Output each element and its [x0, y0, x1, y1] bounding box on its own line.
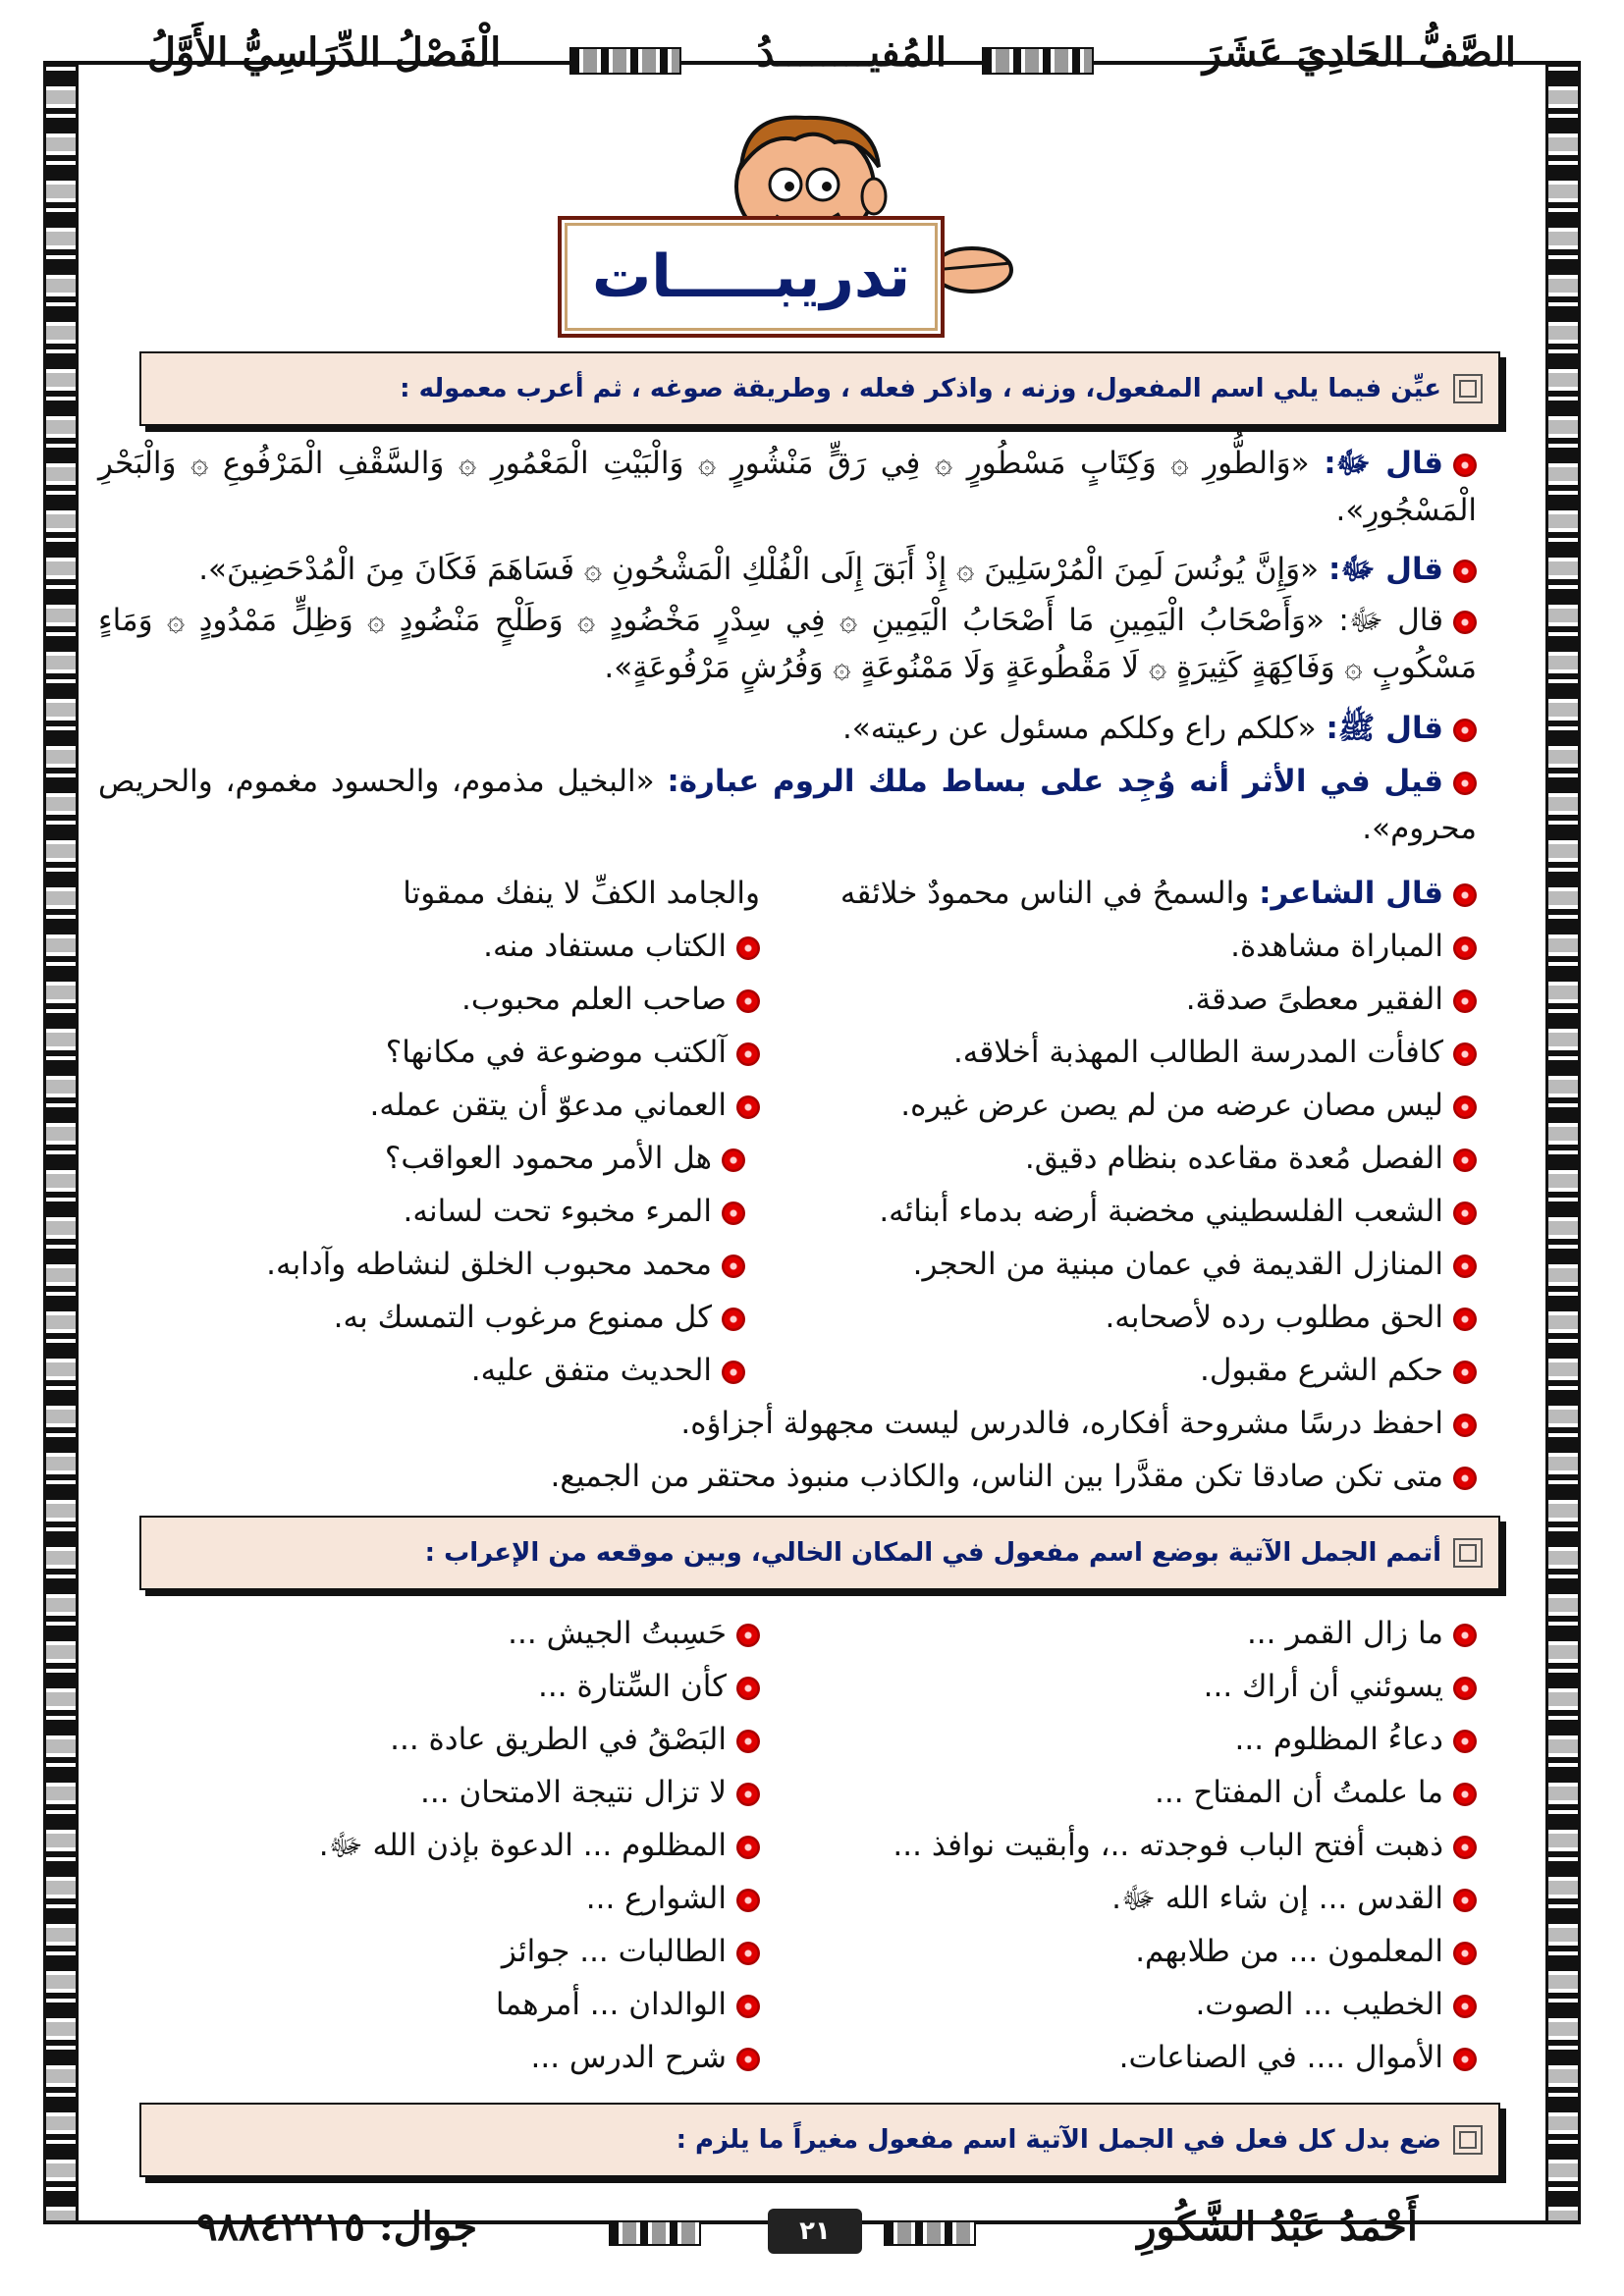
bullet-icon	[1453, 1995, 1477, 2018]
bullet-icon	[722, 1201, 745, 1225]
bullet-icon	[736, 1889, 760, 1912]
bullet-icon	[736, 1677, 760, 1700]
section-instruction-2	[139, 1516, 1500, 1590]
bullet-icon	[1453, 1148, 1477, 1172]
bullet-icon	[736, 1042, 760, 1066]
bullet-icon	[736, 1624, 760, 1647]
frame-left-border	[43, 61, 79, 2220]
list-item: ذهبت أفتح الباب فوجدته ..، وأبقيت نوافذ ...	[893, 1822, 1477, 1869]
bullet-icon	[1453, 1889, 1477, 1912]
list-item: البَصْقُ في الطريق عادة ...	[390, 1716, 760, 1763]
bullet-icon	[1453, 1308, 1477, 1331]
list-item: آلكتب موضوعة في مكانها؟	[386, 1029, 760, 1076]
list-item: الشعب الفلسطيني مخضبة أرضه بدماء أبنائه.	[879, 1188, 1477, 1235]
list-item: حَسِبتُ الجيش ...	[508, 1610, 760, 1657]
bullet-icon	[722, 1255, 745, 1278]
page-number: ٢١	[768, 2209, 862, 2254]
document-icon	[1453, 1538, 1483, 1568]
list-item: متى تكن صادقا تكن مقدَّرا بين الناس، والكاذب منبوذ محتقر من الجميع.	[550, 1453, 1477, 1500]
quran-line-3: قال ﷻ: «وَأَصْحَابُ الْيَمِينِ مَا أَصْحَابُ الْيَمِينِ ۞ فِي سِدْرٍ مَخْضُودٍ ۞ وَطَلْحٍ مَنْضُودٍ ۞ وَظِلٍّ مَمْدُودٍ ۞ وَمَاءٍ مَسْكُوبٍ ۞ وَفَاكِهَةٍ كَثِيرَةٍ ۞ لَا مَقْطُوعَةٍ وَلَا مَمْنُوعَةٍ ۞ وَفُرُشٍ مَرْفُوعَةٍ».	[98, 603, 1477, 685]
bullet-icon	[1453, 883, 1477, 907]
footer-ornament	[884, 2220, 976, 2246]
bullet-icon	[1453, 989, 1477, 1013]
section-instruction-1-text: عيِّن فيما يلي اسم المفعول، وزنه ، واذكر فعله ، وطريقة صوغه ، ثم أعرب معموله :	[400, 374, 1441, 403]
bullet-icon	[1453, 611, 1477, 634]
bullet-icon	[1453, 1624, 1477, 1647]
list-item: حكم الشرع مقبول.	[1200, 1347, 1477, 1394]
poet-verse-2: والجامد الكفِّ لا ينفك ممقوتا	[403, 876, 760, 911]
bullet-icon	[736, 1942, 760, 1965]
bullet-icon	[722, 1148, 745, 1172]
list-item: الحديث متفق عليه.	[471, 1347, 745, 1394]
list-item: المنازل القديمة في عمان مبنية من الحجر.	[913, 1241, 1477, 1288]
list-item: كافأت المدرسة الطالب المهذبة أخلاقه.	[953, 1029, 1477, 1076]
document-icon	[1453, 374, 1483, 403]
header-ornament	[982, 47, 1094, 75]
list-item: المرء مخبوء تحت لسانه.	[403, 1188, 745, 1235]
bullet-icon	[1453, 2048, 1477, 2071]
list-item: احفظ درسًا مشروحة أفكاره، فالدرس ليست مجهولة أجزاؤه.	[680, 1400, 1477, 1447]
bullet-icon	[1453, 1042, 1477, 1066]
athar-line: قيل في الأثر أنه وُجِد على بساط ملك الروم عبارة: «البخيل مذموم، والحسود مغموم، والحريص محروم».	[98, 764, 1477, 846]
list-item: الطالبات ... جوائز	[502, 1928, 760, 1975]
list-item: محمد محبوب الخلق لنشاطه وآدابه.	[266, 1241, 745, 1288]
bullet-icon	[1453, 1361, 1477, 1384]
bullet-icon	[736, 1995, 760, 2018]
bullet-icon	[1453, 1730, 1477, 1753]
bullet-icon	[1453, 719, 1477, 742]
footer-author: أَحْمَدُ عَبْدُ الشَّكُورِ	[1137, 2204, 1418, 2250]
quran-line-2: قال ﷻ: «وَإِنَّ يُونُسَ لَمِنَ الْمُرْسَلِينَ ۞ إِذْ أَبَقَ إِلَى الْفُلْكِ الْمَشْحُونِ ۞ فَسَاهَمَ فَكَانَ مِنَ الْمُدْحَضِينَ».	[198, 546, 1477, 593]
list-item: شرح الدرس ...	[530, 2034, 760, 2081]
list-item: ليس مصان عرضه من لم يصن عرض غيره.	[900, 1082, 1477, 1129]
bullet-icon	[722, 1361, 745, 1384]
list-item: الحق مطلوب رده لأصحابه.	[1105, 1294, 1477, 1341]
bullet-icon	[1453, 1201, 1477, 1225]
bullet-icon	[736, 1730, 760, 1753]
footer-phone-label: جوال:	[378, 2204, 478, 2250]
list-item: هل الأمر محمود العواقب؟	[385, 1135, 745, 1182]
bullet-icon	[736, 936, 760, 960]
bullet-icon	[736, 1095, 760, 1119]
list-item: الوالدان ... أمرهما	[496, 1981, 760, 2028]
bullet-icon	[1453, 1836, 1477, 1859]
list-item: كأن السِّتارة ...	[538, 1663, 760, 1710]
document-icon	[1453, 2125, 1483, 2155]
bullet-icon	[736, 1783, 760, 1806]
footer-phone	[196, 2204, 477, 2259]
footer-ornament	[609, 2220, 701, 2246]
list-item: دعاءُ المظلوم ...	[1235, 1716, 1477, 1763]
list-item: المظلوم ... الدعوة بإذن الله ﷻ.	[319, 1822, 760, 1869]
section-instruction-3-text: ضع بدل كل فعل في الجمل الآتية اسم مفعول مغيراً ما يلزم :	[676, 2125, 1441, 2155]
header-book-title: المُفيــــــــدُ	[756, 29, 947, 76]
quran-line-1: قال ﷻ: «وَالطُّورِ ۞ وَكِتَابٍ مَسْطُورٍ ۞ فِي رَقٍّ مَنْشُورٍ ۞ وَالْبَيْتِ الْمَعْمُورِ ۞ وَالسَّقْفِ الْمَرْفُوعِ ۞ وَالْبَحْرِ الْمَسْجُورِ».	[98, 446, 1477, 528]
poet-line: قال الشاعر: والسمحُ في الناس محمودٌ خلائقه	[840, 870, 1477, 917]
frame-right-border	[1545, 61, 1581, 2220]
list-item: الكتاب مستفاد منه.	[483, 923, 760, 970]
exercises-title: تدريبـــــات	[558, 216, 945, 338]
bullet-icon	[1453, 936, 1477, 960]
header-grade: الصَّفُّ الحَادِيَ عَشَرَ	[1202, 29, 1516, 76]
list-item: كل ممنوع مرغوب التمسك به.	[334, 1294, 745, 1341]
list-item: يسوئني أن أراك ...	[1204, 1663, 1477, 1710]
list-item: القدس ... إن شاء الله ﷻ.	[1111, 1875, 1477, 1922]
list-item: الفقير معطىً صدقة.	[1186, 976, 1477, 1023]
list-item: لا تزال نتيجة الامتحان ...	[420, 1769, 760, 1816]
header-term: الْفَصْلُ الدِّرَاسِيُّ الأَوَّلُ	[147, 29, 502, 76]
bullet-icon	[736, 989, 760, 1013]
header-ornament	[569, 47, 681, 75]
list-item: العماني مدعوّ أن يتقن عمله.	[370, 1082, 760, 1129]
bullet-icon	[1453, 772, 1477, 795]
bullet-icon	[1453, 1783, 1477, 1806]
list-item: المعلمون ... من طلابهم.	[1135, 1928, 1477, 1975]
list-item: ما زال القمر ...	[1247, 1610, 1477, 1657]
list-item: صاحب العلم محبوب.	[461, 976, 760, 1023]
bullet-icon	[1453, 1677, 1477, 1700]
section-instruction-2-text: أتمم الجمل الآتية بوضع اسم مفعول في المكان الخالي، وبين موقعه من الإعراب :	[424, 1538, 1441, 1568]
bullet-icon	[736, 1836, 760, 1859]
bullet-icon	[722, 1308, 745, 1331]
list-item: الفصل مُعدة مقاعده بنظام دقيق.	[1025, 1135, 1477, 1182]
list-item: ما علمتُ أن المفتاح ...	[1155, 1769, 1477, 1816]
bullet-icon	[1453, 1942, 1477, 1965]
bullet-icon	[736, 2048, 760, 2071]
bullet-icon	[1453, 560, 1477, 583]
bullet-icon	[1453, 1414, 1477, 1437]
list-item: الشوارع ...	[586, 1875, 760, 1922]
hadith-line: قال ﷺ: «كلكم راع وكلكم مسئول عن رعيته».	[842, 705, 1477, 752]
bullet-icon	[1453, 454, 1477, 477]
bullet-icon	[1453, 1255, 1477, 1278]
section-instruction-1	[139, 351, 1500, 426]
list-item: الخطيب ... الصوت.	[1195, 1981, 1477, 2028]
list-item: الأموال .... في الصناعات.	[1119, 2034, 1477, 2081]
bullet-icon	[1453, 1467, 1477, 1490]
section-instruction-3	[139, 2103, 1500, 2177]
bullet-icon	[1453, 1095, 1477, 1119]
footer-phone-number: ٩٨٨٤٢٢١٥	[196, 2204, 365, 2250]
list-item: المباراة مشاهدة.	[1230, 923, 1477, 970]
